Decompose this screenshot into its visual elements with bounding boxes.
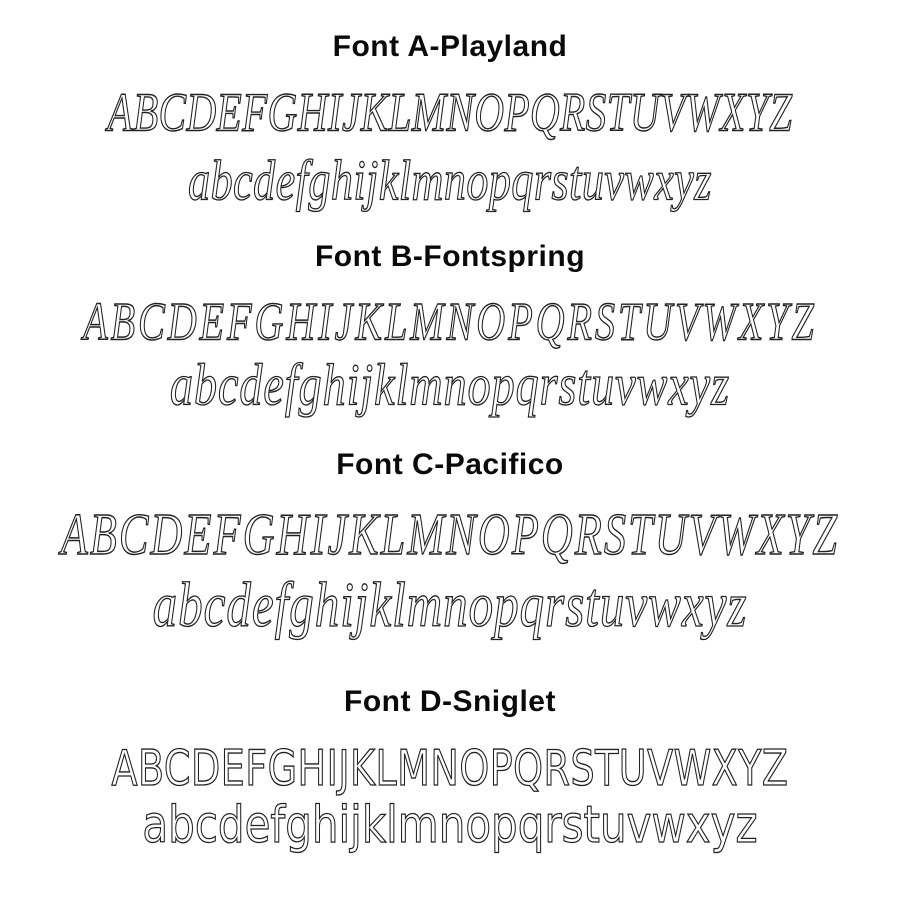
font-a-uppercase-specimen: ABCDEFGHIJKLMNOPQRSTUVWXYZ — [107, 80, 793, 143]
font-a-lowercase-specimen: abcdefghijklmnopqrstuvwxyz — [188, 148, 712, 213]
font-c-uppercase-specimen: ABCDEFGHIJKLMNOPQRSTUVWXYZ — [60, 501, 840, 568]
font-b-lowercase-specimen: abcdefghijklmnopqrstuvwxyz — [169, 351, 730, 418]
font-c-heading: Font C-Pacifico — [336, 448, 564, 481]
font-a-heading: Font A-Playland — [332, 30, 568, 63]
font-d-uppercase-specimen: ABCDEFGHIJKLMNOPQRSTUVWXYZ — [111, 739, 789, 797]
font-d-lowercase-specimen: abcdefghijklmnopqrstuvwxyz — [142, 795, 758, 854]
font-b-heading: Font B-Fontspring — [314, 240, 586, 273]
font-b-uppercase-specimen: ABCDEFGHIJKLMNOPQRSTUVWXYZ — [83, 290, 817, 352]
font-d-heading: Font D-Sniglet — [344, 685, 556, 718]
font-c-lowercase-specimen: abcdefghijklmnopqrstuvwxyz — [152, 568, 748, 641]
